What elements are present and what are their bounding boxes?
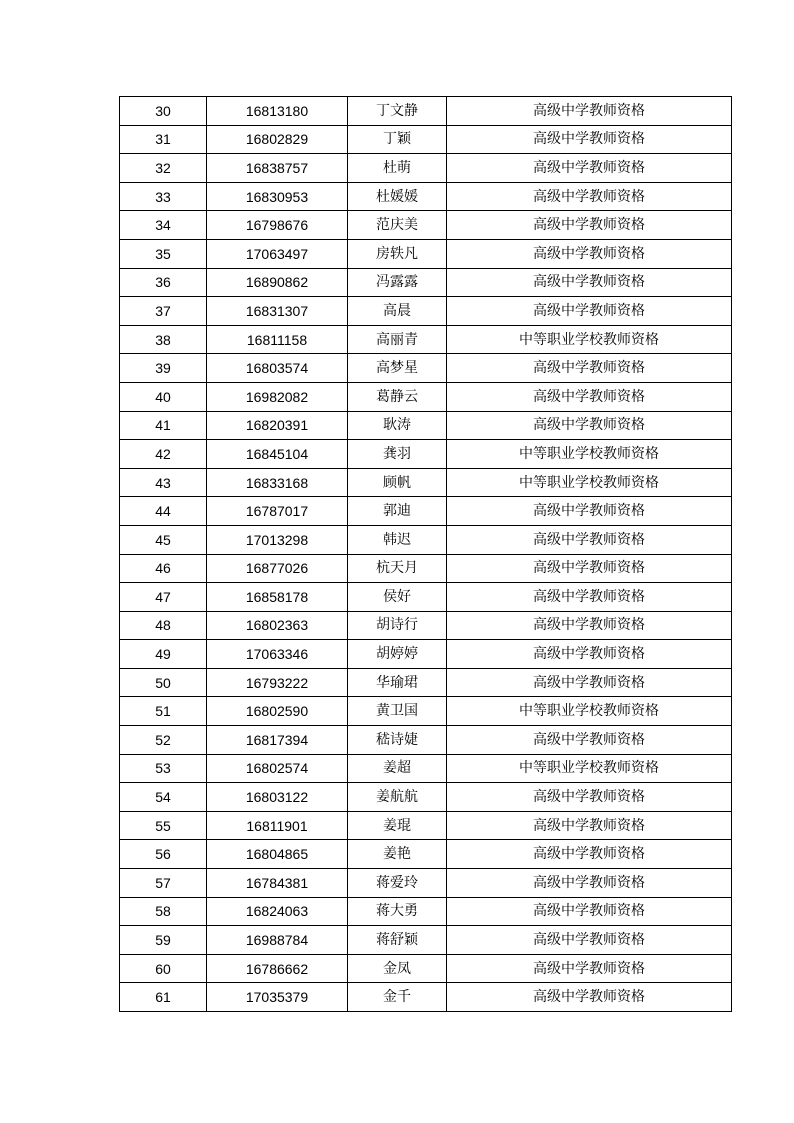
qualification-cell: 高级中学教师资格 [447, 97, 732, 126]
person-name-cell: 杜媛媛 [348, 182, 447, 211]
registration-id-cell: 16793222 [207, 668, 348, 697]
row-number-cell: 38 [120, 325, 207, 354]
qualification-cell: 高级中学教师资格 [447, 869, 732, 898]
qualification-cell: 高级中学教师资格 [447, 382, 732, 411]
qualification-cell: 高级中学教师资格 [447, 668, 732, 697]
row-number-cell: 37 [120, 297, 207, 326]
qualification-cell: 高级中学教师资格 [447, 354, 732, 383]
registration-id-cell: 16802574 [207, 754, 348, 783]
row-number-cell: 46 [120, 554, 207, 583]
qualification-cell: 高级中学教师资格 [447, 783, 732, 812]
registration-id-cell: 16833168 [207, 468, 348, 497]
person-name-cell: 顾帆 [348, 468, 447, 497]
person-name-cell: 金千 [348, 983, 447, 1012]
table-row [120, 497, 732, 526]
person-name-cell: 华瑜珺 [348, 668, 447, 697]
table-row [120, 325, 732, 354]
registration-id-cell: 17063346 [207, 640, 348, 669]
person-name-cell: 嵇诗婕 [348, 726, 447, 755]
registration-id-cell: 16784381 [207, 869, 348, 898]
registration-id-cell: 16830953 [207, 182, 348, 211]
table-row [120, 411, 732, 440]
qualification-cell: 中等职业学校教师资格 [447, 325, 732, 354]
qualification-cell: 高级中学教师资格 [447, 840, 732, 869]
table-row [120, 926, 732, 955]
qualification-cell: 高级中学教师资格 [447, 211, 732, 240]
registration-id-cell: 16798676 [207, 211, 348, 240]
registration-id-cell: 16890862 [207, 268, 348, 297]
table-row [120, 983, 732, 1012]
table-row [120, 611, 732, 640]
registration-id-cell: 16877026 [207, 554, 348, 583]
registration-id-cell: 17063497 [207, 239, 348, 268]
row-number-cell: 34 [120, 211, 207, 240]
row-number-cell: 33 [120, 182, 207, 211]
person-name-cell: 姜超 [348, 754, 447, 783]
table-row [120, 954, 732, 983]
registration-id-cell: 16988784 [207, 926, 348, 955]
row-number-cell: 31 [120, 125, 207, 154]
table-row [120, 697, 732, 726]
row-number-cell: 54 [120, 783, 207, 812]
registration-id-cell: 16811158 [207, 325, 348, 354]
row-number-cell: 58 [120, 897, 207, 926]
person-name-cell: 耿涛 [348, 411, 447, 440]
row-number-cell: 60 [120, 954, 207, 983]
table-row [120, 554, 732, 583]
registration-id-cell: 17013298 [207, 525, 348, 554]
table-row [120, 354, 732, 383]
table-row [120, 897, 732, 926]
row-number-cell: 41 [120, 411, 207, 440]
qualification-cell: 高级中学教师资格 [447, 983, 732, 1012]
registration-id-cell: 16982082 [207, 382, 348, 411]
qualification-cell: 高级中学教师资格 [447, 640, 732, 669]
qualification-cell: 中等职业学校教师资格 [447, 440, 732, 469]
table-row [120, 268, 732, 297]
person-name-cell: 胡诗行 [348, 611, 447, 640]
row-number-cell: 44 [120, 497, 207, 526]
qualification-cell: 高级中学教师资格 [447, 583, 732, 612]
row-number-cell: 35 [120, 239, 207, 268]
table-row [120, 668, 732, 697]
registration-id-cell: 16803122 [207, 783, 348, 812]
table-row [120, 239, 732, 268]
row-number-cell: 52 [120, 726, 207, 755]
row-number-cell: 49 [120, 640, 207, 669]
person-name-cell: 蒋舒颖 [348, 926, 447, 955]
qualification-cell: 中等职业学校教师资格 [447, 697, 732, 726]
row-number-cell: 45 [120, 525, 207, 554]
table-row [120, 97, 732, 126]
person-name-cell: 黄卫国 [348, 697, 447, 726]
registration-id-cell: 16804865 [207, 840, 348, 869]
qualification-cell: 高级中学教师资格 [447, 811, 732, 840]
qualification-cell: 高级中学教师资格 [447, 411, 732, 440]
row-number-cell: 56 [120, 840, 207, 869]
row-number-cell: 42 [120, 440, 207, 469]
qualification-cell: 高级中学教师资格 [447, 926, 732, 955]
table-row [120, 869, 732, 898]
table-row [120, 754, 732, 783]
qualification-cell: 高级中学教师资格 [447, 297, 732, 326]
row-number-cell: 47 [120, 583, 207, 612]
row-number-cell: 32 [120, 154, 207, 183]
row-number-cell: 61 [120, 983, 207, 1012]
person-name-cell: 姜艳 [348, 840, 447, 869]
registration-id-cell: 16803574 [207, 354, 348, 383]
table-row [120, 211, 732, 240]
qualification-cell: 高级中学教师资格 [447, 726, 732, 755]
person-name-cell: 韩迟 [348, 525, 447, 554]
person-name-cell: 房轶凡 [348, 239, 447, 268]
person-name-cell: 丁文静 [348, 97, 447, 126]
table-row [120, 640, 732, 669]
registration-id-cell: 16802829 [207, 125, 348, 154]
qualification-cell: 高级中学教师资格 [447, 154, 732, 183]
registration-id-cell: 16802590 [207, 697, 348, 726]
roster-table-body [120, 97, 732, 1012]
qualification-cell: 高级中学教师资格 [447, 554, 732, 583]
person-name-cell: 郭迪 [348, 497, 447, 526]
registration-id-cell: 16824063 [207, 897, 348, 926]
person-name-cell: 胡婷婷 [348, 640, 447, 669]
qualification-cell: 高级中学教师资格 [447, 497, 732, 526]
qualification-cell: 高级中学教师资格 [447, 268, 732, 297]
row-number-cell: 39 [120, 354, 207, 383]
qualification-cell: 高级中学教师资格 [447, 182, 732, 211]
registration-id-cell: 16787017 [207, 497, 348, 526]
row-number-cell: 57 [120, 869, 207, 898]
person-name-cell: 高晨 [348, 297, 447, 326]
table-row [120, 468, 732, 497]
qualification-cell: 高级中学教师资格 [447, 954, 732, 983]
table-row [120, 726, 732, 755]
row-number-cell: 51 [120, 697, 207, 726]
registration-id-cell: 17035379 [207, 983, 348, 1012]
qualification-cell: 高级中学教师资格 [447, 239, 732, 268]
person-name-cell: 姜航航 [348, 783, 447, 812]
person-name-cell: 高梦星 [348, 354, 447, 383]
row-number-cell: 36 [120, 268, 207, 297]
row-number-cell: 55 [120, 811, 207, 840]
registration-id-cell: 16786662 [207, 954, 348, 983]
table-row [120, 182, 732, 211]
table-row [120, 525, 732, 554]
qualification-cell: 中等职业学校教师资格 [447, 468, 732, 497]
qualification-cell: 高级中学教师资格 [447, 525, 732, 554]
registration-id-cell: 16831307 [207, 297, 348, 326]
table-row [120, 154, 732, 183]
registration-id-cell: 16845104 [207, 440, 348, 469]
row-number-cell: 48 [120, 611, 207, 640]
table-row [120, 583, 732, 612]
person-name-cell: 丁颖 [348, 125, 447, 154]
person-name-cell: 金凤 [348, 954, 447, 983]
person-name-cell: 蒋大勇 [348, 897, 447, 926]
registration-id-cell: 16838757 [207, 154, 348, 183]
table-row [120, 125, 732, 154]
person-name-cell: 冯露露 [348, 268, 447, 297]
table-row [120, 440, 732, 469]
person-name-cell: 杭天月 [348, 554, 447, 583]
qualification-cell: 高级中学教师资格 [447, 125, 732, 154]
person-name-cell: 姜琨 [348, 811, 447, 840]
registration-id-cell: 16813180 [207, 97, 348, 126]
registration-id-cell: 16802363 [207, 611, 348, 640]
registration-id-cell: 16820391 [207, 411, 348, 440]
table-row [120, 811, 732, 840]
row-number-cell: 30 [120, 97, 207, 126]
person-name-cell: 高丽青 [348, 325, 447, 354]
roster-table [119, 96, 732, 1012]
person-name-cell: 蒋爱玲 [348, 869, 447, 898]
qualification-cell: 高级中学教师资格 [447, 897, 732, 926]
table-row [120, 783, 732, 812]
row-number-cell: 53 [120, 754, 207, 783]
table-row [120, 840, 732, 869]
person-name-cell: 侯好 [348, 583, 447, 612]
row-number-cell: 40 [120, 382, 207, 411]
row-number-cell: 59 [120, 926, 207, 955]
registration-id-cell: 16817394 [207, 726, 348, 755]
person-name-cell: 杜萌 [348, 154, 447, 183]
registration-id-cell: 16811901 [207, 811, 348, 840]
row-number-cell: 43 [120, 468, 207, 497]
person-name-cell: 范庆美 [348, 211, 447, 240]
qualification-cell: 中等职业学校教师资格 [447, 754, 732, 783]
person-name-cell: 龚羽 [348, 440, 447, 469]
row-number-cell: 50 [120, 668, 207, 697]
registration-id-cell: 16858178 [207, 583, 348, 612]
table-row [120, 382, 732, 411]
person-name-cell: 葛静云 [348, 382, 447, 411]
table-row [120, 297, 732, 326]
qualification-cell: 高级中学教师资格 [447, 611, 732, 640]
